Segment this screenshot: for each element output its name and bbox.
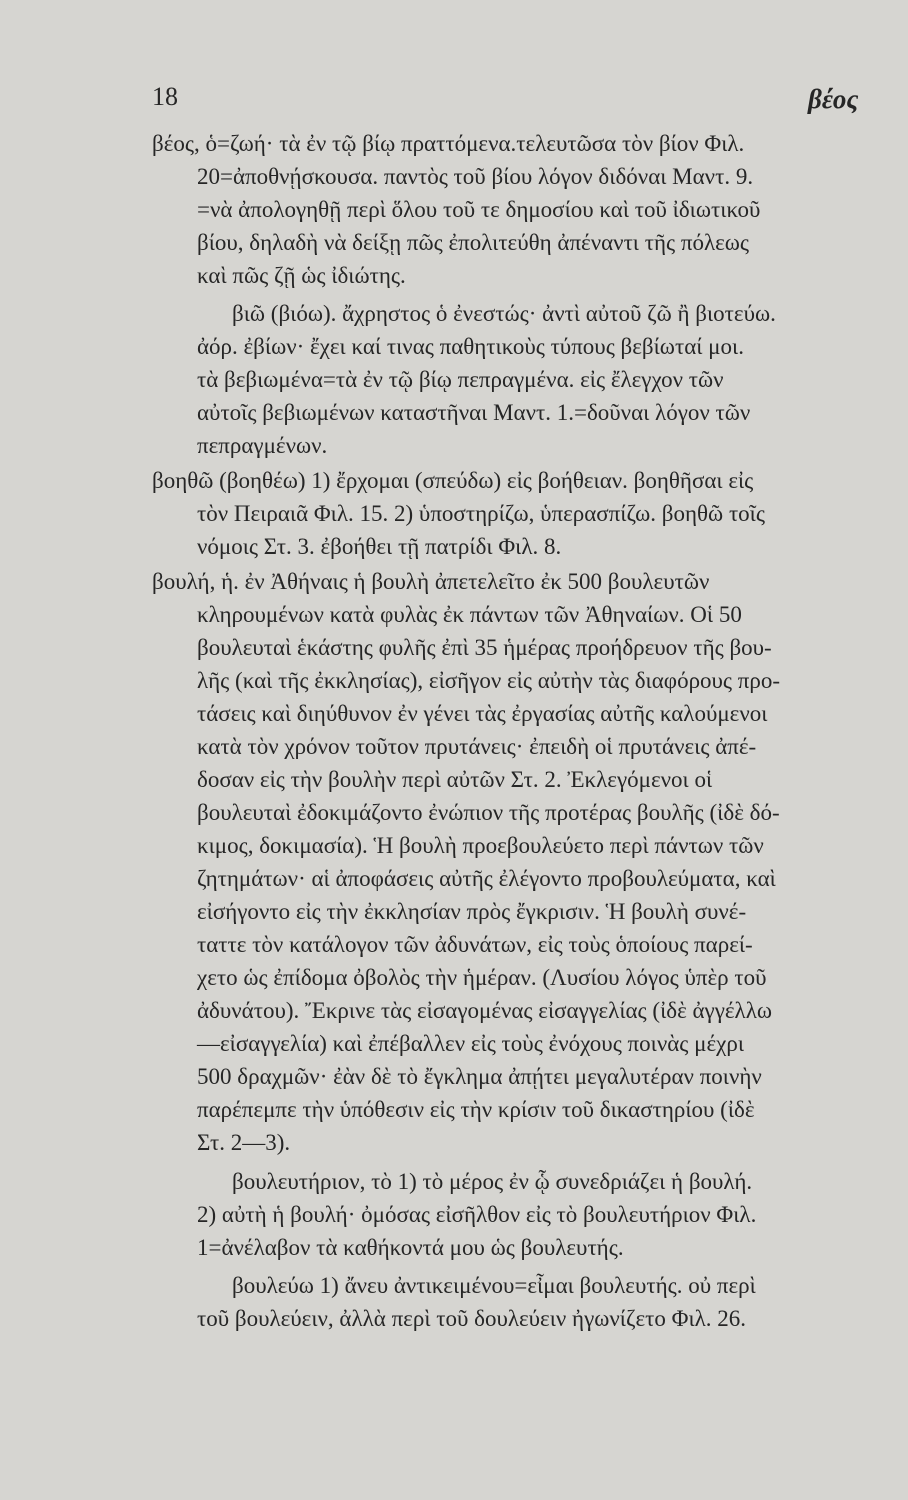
entry-line: καὶ πῶς ζῇ ὡς ἰδιώτης. <box>197 263 406 288</box>
entry-line: 20=ἀποθνῄσκουσα. παντὸς τοῦ βίου λόγον διδόναι Μαντ. 9. <box>197 164 754 189</box>
entry-line: εἰσήγοντο εἰς τὴν ἐκκλησίαν πρὸς ἔγκρισιν. Ἡ βουλὴ συνέ- <box>197 899 747 924</box>
entry-line: λῆς (καὶ τῆς ἐκκλησίας), εἰσῆγον εἰς αὐτὴν τὰς διαφόρους προ- <box>197 668 781 693</box>
entry-line: βέος, ὁ=ζωή· τὰ ἐν τῷ βίῳ πραττόμενα.τελευτῶσα τὸν βίον Φιλ. <box>152 131 745 156</box>
entry-line: βουλεύω 1) ἄνευ ἀντικειμένου=εἶμαι βουλευτής. οὐ περὶ <box>232 1273 756 1298</box>
entry-line: τάσεις καὶ διηύθυνον ἐν γένει τὰς ἐργασίας αὐτῆς καλούμενοι <box>197 701 768 726</box>
entry-line: πεπραγμένων. <box>197 433 328 458</box>
entry-line: βουλευτήριον, τὸ 1) τὸ μέρος ἐν ᾧ συνεδριάζει ἡ βουλή. <box>232 1169 753 1194</box>
entry-line: —εἰσαγγελία) καὶ ἐπέβαλλεν εἰς τοὺς ἐνόχους ποινὰς μέχρι <box>197 1031 745 1056</box>
entry-line: 2) αὐτὴ ἡ βουλή· ὀμόσας εἰσῆλθον εἰς τὸ βουλευτήριον Φιλ. <box>197 1202 757 1227</box>
entry-line: βουλή, ἡ. ἐν Ἀθήναις ἡ βουλὴ ἀπετελεῖτο ἐκ 500 βουλευτῶν <box>152 569 710 594</box>
entry-line: 1=ἀνέλαβον τὰ καθήκοντά μου ὡς βουλευτής. <box>197 1235 624 1260</box>
page-number: 18 <box>152 82 178 111</box>
entry-line: κιμος, δοκιμασία). Ἡ βουλὴ προεβουλεύετο περὶ πάντων τῶν <box>197 833 764 858</box>
entry-line: παρέπεμπε τὴν ὑπόθεσιν εἰς τὴν κρίσιν τοῦ δικαστηρίου (ἰδὲ <box>197 1097 755 1122</box>
entry-line: βουλευταὶ ἐδοκιμάζοντο ἐνώπιον τῆς προτέρας βουλῆς (ἰδὲ δό- <box>197 800 780 825</box>
entry-line: κληρουμένων κατὰ φυλὰς ἐκ πάντων τῶν Ἀθηναίων. Οἱ 50 <box>197 602 742 627</box>
entry-line: κατὰ τὸν χρόνον τοῦτον πρυτάνεις· ἐπειδὴ οἱ πρυτάνεις ἀπέ- <box>197 734 757 759</box>
entry-line: τὸν Πειραιᾶ Φιλ. 15. 2) ὑποστηρίζω, ὑπερασπίζω. βοηθῶ τοῖς <box>197 501 765 526</box>
entry-line: τοῦ βουλεύειν, ἀλλὰ περὶ τοῦ δουλεύειν ἠγωνίζετο Φιλ. 26. <box>197 1306 747 1331</box>
entry-line: τὰ βεβιωμένα=τὰ ἐν τῷ βίῳ πεπραγμένα. εἰς ἔλεγχον τῶν <box>197 367 724 392</box>
entry-line: ἀδυνάτου). Ἔκρινε τὰς εἰσαγομένας εἰσαγγελίας (ἰδὲ ἀγγέλλω <box>197 998 772 1023</box>
entry-line: Στ. 2—3). <box>197 1130 291 1155</box>
entry-line: 500 δραχμῶν· ἐὰν δὲ τὸ ἔγκλημα ἀπῄτει μεγαλυτέραν ποινὴν <box>197 1064 762 1089</box>
entry-line: δοσαν εἰς τὴν βουλὴν περὶ αὐτῶν Στ. 2. Ἐκλεγόμενοι οἱ <box>197 767 713 792</box>
entry-line: ταττε τὸν κατάλογον τῶν ἀδυνάτων, εἰς τοὺς ὁποίους παρεί- <box>197 932 753 957</box>
entry-line: βουλευταὶ ἑκάστης φυλῆς ἐπὶ 35 ἡμέρας προήδρευον τῆς βου- <box>197 635 772 660</box>
entry-line: νόμοις Στ. 3. ἐβοήθει τῇ πατρίδι Φιλ. 8. <box>197 534 562 559</box>
entry-line: αὐτοῖς βεβιωμένων καταστῆναι Μαντ. 1.=δοῦναι λόγον τῶν <box>197 400 751 425</box>
entry-line: βοηθῶ (βοηθέω) 1) ἔρχομαι (σπεύδω) εἰς βοήθειαν. βοηθῆσαι εἰς <box>152 468 754 493</box>
entry-line: ζητημάτων· αἱ ἀποφάσεις αὐτῆς ἐλέγοντο προβουλεύματα, καὶ <box>197 866 776 891</box>
entry-line: βιῶ (βιόω). ἄχρηστος ὁ ἐνεστώς· ἀντὶ αὐτοῦ ζῶ ἢ βιοτεύω. <box>232 301 776 326</box>
running-head: βέος <box>808 84 859 114</box>
entry-line: ἀόρ. ἐβίων· ἔχει καί τινας παθητικοὺς τύπους βεβίωταί μοι. <box>197 334 744 359</box>
entry-line: =νὰ ἀπολογηθῇ περὶ ὅλου τοῦ τε δημοσίου καὶ τοῦ ἰδιωτικοῦ <box>197 197 761 222</box>
entry-line: χετο ὡς ἐπίδομα ὀβολὸς τὴν ἡμέραν. (Λυσίου λόγος ὑπὲρ τοῦ <box>197 965 767 990</box>
entry-line: βίου, δηλαδὴ νὰ δείξῃ πῶς ἐπολιτεύθη ἀπέναντι τῆς πόλεως <box>197 230 750 255</box>
